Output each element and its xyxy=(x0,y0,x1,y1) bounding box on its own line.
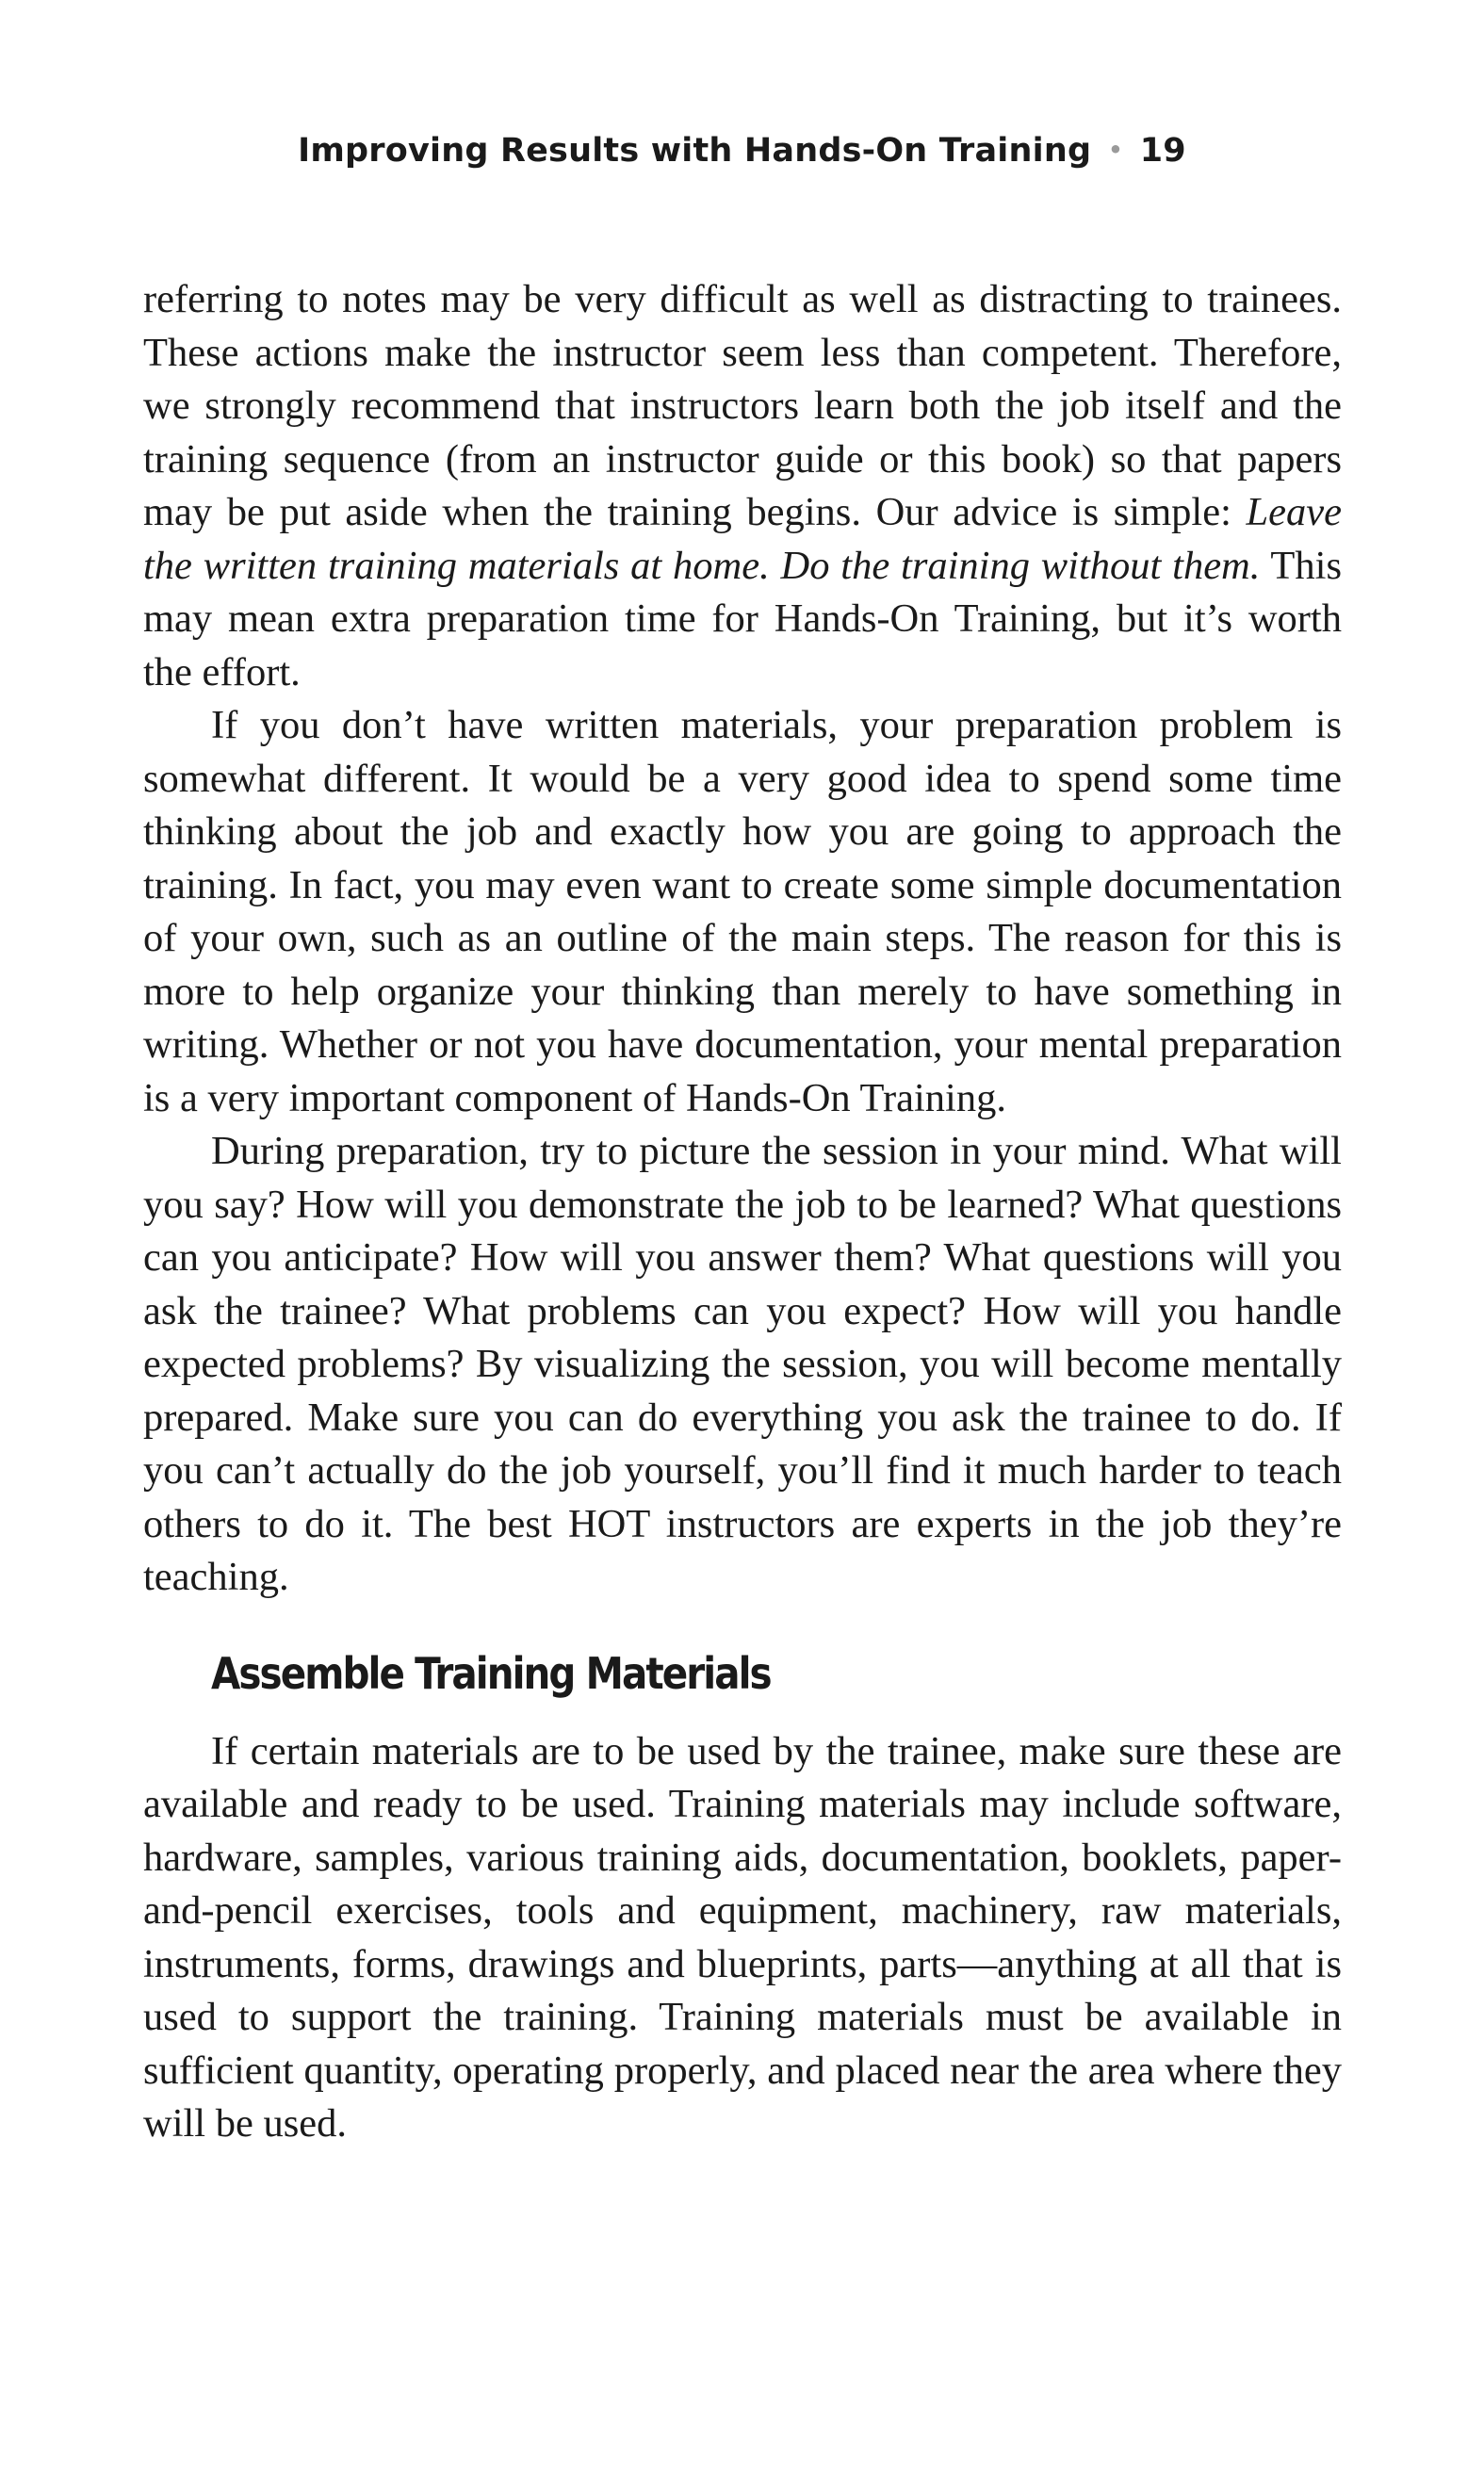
paragraph-1-text-b: This may mean extra preparation time for Hands-On Training, but it’s worth the effort. xyxy=(143,543,1342,694)
paragraph-2: If you don’t have written materials, your preparation problem is somewhat different. It would be a very good idea to spend some time thinking about the job and exactly how you are going to approach the training. In fact, you may even want to create some simple documentation of your own, such as an outline of the main steps. The reason for this is more to help organize your thinking than merely to have something in writing. Whether or not you have documentation, your mental preparation is a very important component of Hands-On Training. xyxy=(143,703,1342,1120)
paragraph-1-emphasis: Leave the written training materials at home. Do the training without them. xyxy=(143,490,1342,588)
running-head xyxy=(0,132,1484,170)
paragraph-1-text-a: referring to notes may be very difficult as well as distracting to trainees. These actions make the instructor seem less than competent. Therefore, we strongly recommend that instructors learn both the job itself and the training sequence (from an instructor guide or this book) so that papers may be put aside when the training begins. Our advice is simple: xyxy=(143,277,1342,534)
running-title: Improving Results with Hands-On Training xyxy=(298,132,1092,170)
paragraph-continued xyxy=(143,273,1342,699)
separator-dot: • xyxy=(1108,137,1123,163)
paragraph-3: During preparation, try to picture the session in your mind. What will you say? How will you demonstrate the job to be learned? What questions can you anticipate? How will you answer them? What questions will you ask the trainee? What problems can you expect? How will you handle expected problems? By visualizing the session, you will become mentally prepared. Make sure you can do everything you ask the trainee to do. If you can’t actually do the job yourself, you’ll find it much harder to teach others to do it. The best HOT instructors are experts in the job they’re teaching. xyxy=(143,1129,1342,1599)
page-number: 19 xyxy=(1139,132,1186,170)
section-heading: Assemble Training Materials xyxy=(211,1647,771,1699)
page-body xyxy=(143,273,1342,2151)
paragraph-4: If certain materials are to be used by the trainee, make sure these are available and ready to be used. Training materials may include software, hardware, samples, various training aids, documentation, booklets, paper-and-pencil exercises, tools and equipment, machinery, raw materials, instruments, forms, drawings and blueprints, parts—anything at all that is used to support the training. Training materials must be available in sufficient quantity, operating properly, and placed near the area where they will be used. xyxy=(143,1728,1342,2146)
